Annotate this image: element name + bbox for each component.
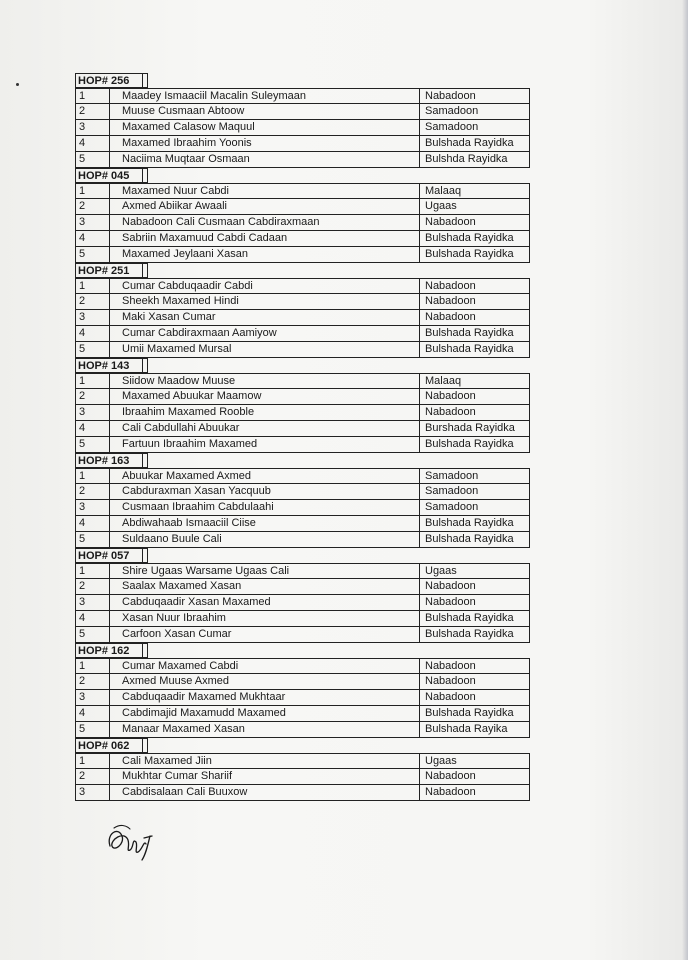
page-edge-shadow <box>682 0 688 960</box>
member-title: Nabadoon <box>419 278 530 294</box>
group-header-box <box>142 358 148 373</box>
member-name: Sabriin Maxamuud Cabdi Cadaan <box>109 231 419 247</box>
table-row <box>75 310 530 326</box>
table-row <box>75 468 530 484</box>
row-number: 3 <box>75 690 109 706</box>
row-number: 2 <box>75 579 109 595</box>
row-number: 1 <box>75 753 109 769</box>
member-title: Nabadoon <box>419 769 530 785</box>
table-row <box>75 342 530 358</box>
row-number: 3 <box>75 405 109 421</box>
member-title: Bulshada Rayika <box>419 722 530 738</box>
row-number: 2 <box>75 674 109 690</box>
member-title: Nabadoon <box>419 310 530 326</box>
member-title: Nabadoon <box>419 389 530 405</box>
row-number: 5 <box>75 247 109 263</box>
ink-dot <box>16 83 19 86</box>
row-number: 3 <box>75 500 109 516</box>
row-number: 1 <box>75 658 109 674</box>
member-title: Nabadoon <box>419 579 530 595</box>
member-title: Ugaas <box>419 563 530 579</box>
member-name: Umii Maxamed Mursal <box>109 342 419 358</box>
group-header-box <box>142 263 148 278</box>
table-row <box>75 152 530 168</box>
table-row <box>75 104 530 120</box>
member-title: Nabadoon <box>419 294 530 310</box>
member-name: Sheekh Maxamed Hindi <box>109 294 419 310</box>
row-number: 2 <box>75 104 109 120</box>
member-name: Cabdimajid Maxamudd Maxamed <box>109 706 419 722</box>
member-title: Nabadoon <box>419 674 530 690</box>
row-number: 4 <box>75 326 109 342</box>
table-row <box>75 611 530 627</box>
member-name: Cali Maxamed Jiin <box>109 753 419 769</box>
row-number: 2 <box>75 199 109 215</box>
row-number: 3 <box>75 120 109 136</box>
member-title: Nabadoon <box>419 215 530 231</box>
member-title: Malaaq <box>419 373 530 389</box>
member-name: Manaar Maxamed Xasan <box>109 722 419 738</box>
table-row <box>75 484 530 500</box>
member-name: Shire Ugaas Warsame Ugaas Cali <box>109 563 419 579</box>
member-name: Suldaano Buule Cali <box>109 532 419 548</box>
member-title: Nabadoon <box>419 690 530 706</box>
group-header <box>75 168 530 183</box>
row-number: 2 <box>75 294 109 310</box>
member-name: Xasan Nuur Ibraahim <box>109 611 419 627</box>
row-number: 2 <box>75 389 109 405</box>
member-title: Nabadoon <box>419 785 530 801</box>
group-header-box <box>142 548 148 563</box>
row-number: 4 <box>75 136 109 152</box>
table-row <box>75 88 530 104</box>
row-number: 5 <box>75 532 109 548</box>
table-row <box>75 183 530 199</box>
group-label: HOP# 162 <box>75 643 142 658</box>
member-title: Burshada Rayidka <box>419 421 530 437</box>
row-number: 1 <box>75 373 109 389</box>
member-name: Cumar Cabduqaadir Cabdi <box>109 278 419 294</box>
member-title: Bulshada Rayidka <box>419 136 530 152</box>
group-header-box <box>142 738 148 753</box>
group-label: HOP# 251 <box>75 263 142 278</box>
table-row <box>75 389 530 405</box>
member-title: Bulshada Rayidka <box>419 532 530 548</box>
member-name: Cumar Maxamed Cabdi <box>109 658 419 674</box>
member-title: Nabadoon <box>419 405 530 421</box>
group-header-box <box>142 643 148 658</box>
member-title: Samadoon <box>419 120 530 136</box>
member-title: Bulshda Rayidka <box>419 152 530 168</box>
table-row <box>75 278 530 294</box>
member-name: Axmed Abiikar Awaali <box>109 199 419 215</box>
row-number: 1 <box>75 88 109 104</box>
table-row <box>75 722 530 738</box>
row-number: 4 <box>75 706 109 722</box>
member-name: Abdiwahaab Ismaaciil Ciise <box>109 516 419 532</box>
member-name: Maxamed Calasow Maquul <box>109 120 419 136</box>
row-number: 1 <box>75 563 109 579</box>
member-name: Carfoon Xasan Cumar <box>109 627 419 643</box>
table-row <box>75 500 530 516</box>
row-number: 5 <box>75 722 109 738</box>
row-number: 4 <box>75 611 109 627</box>
row-number: 3 <box>75 215 109 231</box>
member-name: Naciima Muqtaar Osmaan <box>109 152 419 168</box>
member-name: Cabduqaadir Xasan Maxamed <box>109 595 419 611</box>
row-number: 3 <box>75 595 109 611</box>
row-number: 5 <box>75 342 109 358</box>
group-header-box <box>142 73 148 88</box>
group-header <box>75 548 530 563</box>
table-row <box>75 231 530 247</box>
table-row <box>75 753 530 769</box>
row-number: 3 <box>75 785 109 801</box>
table-row <box>75 247 530 263</box>
table-row <box>75 769 530 785</box>
group-header <box>75 453 530 468</box>
group-header <box>75 358 530 373</box>
row-number: 1 <box>75 183 109 199</box>
table-row <box>75 706 530 722</box>
group-label: HOP# 045 <box>75 168 142 183</box>
member-title: Bulshada Rayidka <box>419 326 530 342</box>
member-title: Bulshada Rayidka <box>419 342 530 358</box>
row-number: 4 <box>75 231 109 247</box>
member-title: Nabadoon <box>419 88 530 104</box>
table-row <box>75 516 530 532</box>
group-label: HOP# 062 <box>75 738 142 753</box>
member-title: Bulshada Rayidka <box>419 706 530 722</box>
member-title: Bulshada Rayidka <box>419 627 530 643</box>
table-row <box>75 215 530 231</box>
table-row <box>75 199 530 215</box>
member-name: Ibraahim Maxamed Rooble <box>109 405 419 421</box>
group-label: HOP# 143 <box>75 358 142 373</box>
member-name: Cali Cabdullahi Abuukar <box>109 421 419 437</box>
member-title: Samadoon <box>419 484 530 500</box>
group-label: HOP# 057 <box>75 548 142 563</box>
member-name: Axmed Muuse Axmed <box>109 674 419 690</box>
table-row <box>75 627 530 643</box>
member-name: Maadey Ismaaciil Macalin Suleymaan <box>109 88 419 104</box>
member-name: Maxamed Nuur Cabdi <box>109 183 419 199</box>
member-title: Ugaas <box>419 199 530 215</box>
table-row <box>75 658 530 674</box>
member-title: Samadoon <box>419 500 530 516</box>
member-title: Nabadoon <box>419 595 530 611</box>
member-title: Malaaq <box>419 183 530 199</box>
table-row <box>75 674 530 690</box>
member-title: Samadoon <box>419 104 530 120</box>
member-name: Cumar Cabdiraxmaan Aamiyow <box>109 326 419 342</box>
signature-icon <box>100 816 160 866</box>
member-title: Bulshada Rayidka <box>419 611 530 627</box>
group-header <box>75 738 530 753</box>
group-header-box <box>142 168 148 183</box>
member-title: Ugaas <box>419 753 530 769</box>
member-title: Samadoon <box>419 468 530 484</box>
row-number: 5 <box>75 437 109 453</box>
table-row <box>75 785 530 801</box>
member-name: Fartuun Ibraahim Maxamed <box>109 437 419 453</box>
member-title: Nabadoon <box>419 658 530 674</box>
table-row <box>75 294 530 310</box>
member-title: Bulshada Rayidka <box>419 516 530 532</box>
row-number: 5 <box>75 627 109 643</box>
row-number: 3 <box>75 310 109 326</box>
member-title: Bulshada Rayidka <box>419 247 530 263</box>
table-row <box>75 437 530 453</box>
table-row <box>75 405 530 421</box>
table-row <box>75 421 530 437</box>
table-row <box>75 563 530 579</box>
roster-table <box>75 73 530 801</box>
table-row <box>75 373 530 389</box>
row-number: 4 <box>75 516 109 532</box>
member-name: Saalax Maxamed Xasan <box>109 579 419 595</box>
row-number: 2 <box>75 769 109 785</box>
member-name: Cabdisalaan Cali Buuxow <box>109 785 419 801</box>
table-row <box>75 579 530 595</box>
member-name: Abuukar Maxamed Axmed <box>109 468 419 484</box>
table-row <box>75 326 530 342</box>
group-label: HOP# 163 <box>75 453 142 468</box>
table-row <box>75 136 530 152</box>
member-name: Cabduqaadir Maxamed Mukhtaar <box>109 690 419 706</box>
member-name: Cabduraxman Xasan Yacquub <box>109 484 419 500</box>
member-title: Bulshada Rayidka <box>419 437 530 453</box>
group-label: HOP# 256 <box>75 73 142 88</box>
table-row <box>75 595 530 611</box>
table-row <box>75 120 530 136</box>
row-number: 5 <box>75 152 109 168</box>
member-name: Maxamed Ibraahim Yoonis <box>109 136 419 152</box>
member-name: Cusmaan Ibraahim Cabdulaahi <box>109 500 419 516</box>
group-header-box <box>142 453 148 468</box>
member-name: Maxamed Abuukar Maamow <box>109 389 419 405</box>
group-header <box>75 73 530 88</box>
member-name: Maxamed Jeylaani Xasan <box>109 247 419 263</box>
group-header <box>75 263 530 278</box>
row-number: 1 <box>75 278 109 294</box>
member-title: Bulshada Rayidka <box>419 231 530 247</box>
member-name: Maki Xasan Cumar <box>109 310 419 326</box>
row-number: 4 <box>75 421 109 437</box>
member-name: Nabadoon Cali Cusmaan Cabdiraxmaan <box>109 215 419 231</box>
row-number: 2 <box>75 484 109 500</box>
member-name: Mukhtar Cumar Shariif <box>109 769 419 785</box>
row-number: 1 <box>75 468 109 484</box>
table-row <box>75 532 530 548</box>
member-name: Siidow Maadow Muuse <box>109 373 419 389</box>
member-name: Muuse Cusmaan Abtoow <box>109 104 419 120</box>
table-row <box>75 690 530 706</box>
group-header <box>75 643 530 658</box>
